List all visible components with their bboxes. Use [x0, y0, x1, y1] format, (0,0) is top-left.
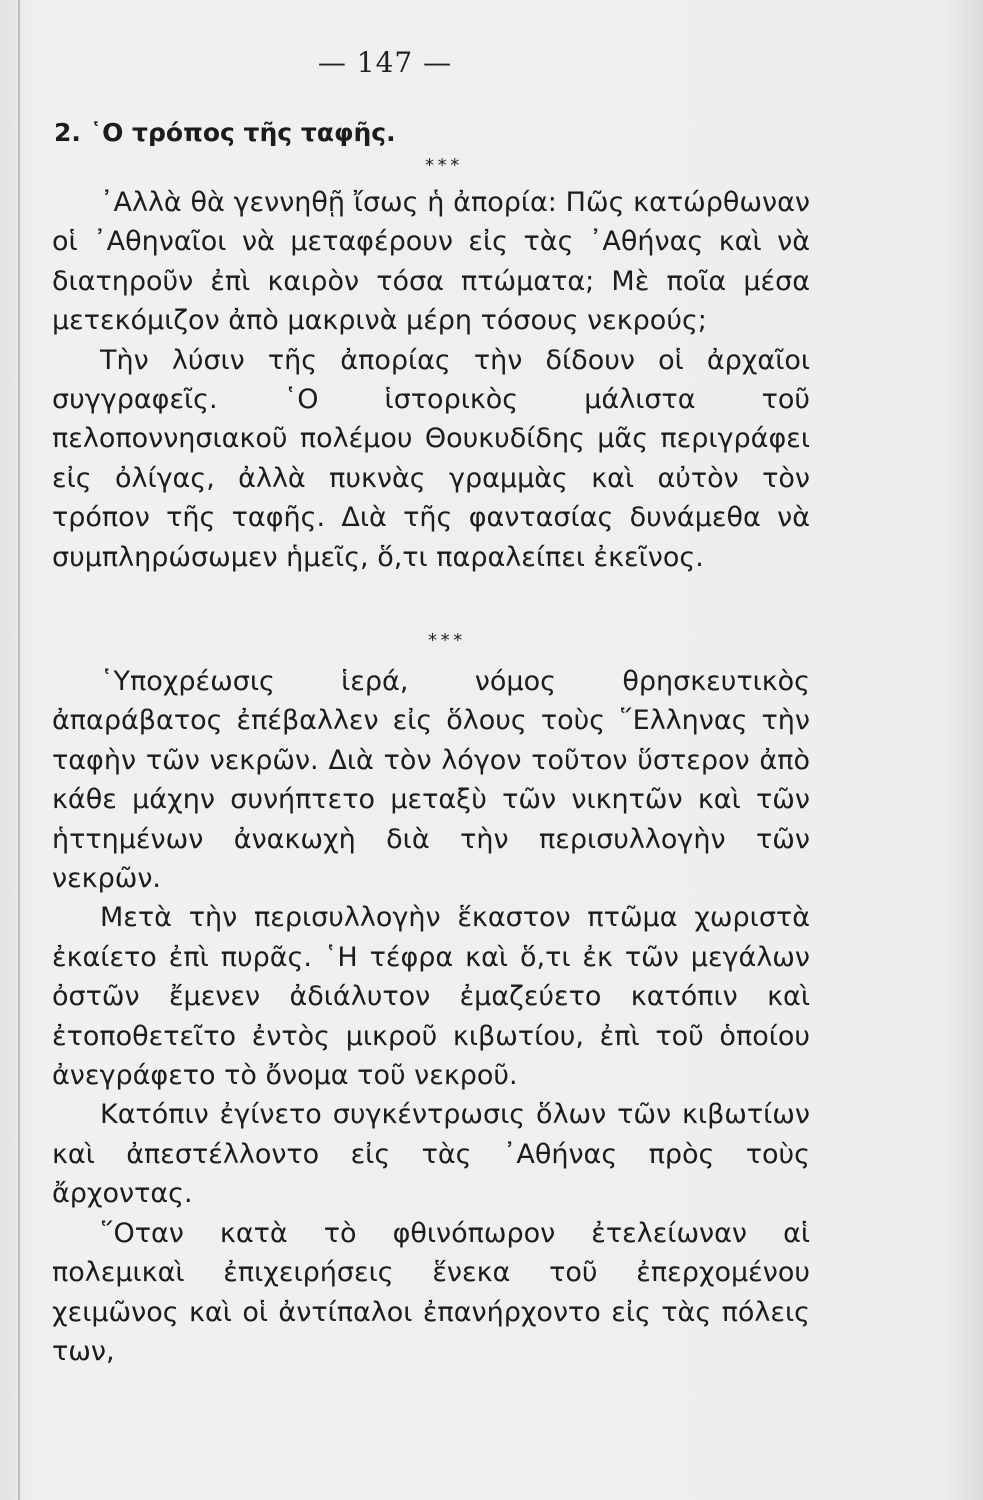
asterism-separator: * * * [425, 155, 460, 176]
page-number: — 147 — [317, 46, 453, 79]
paragraph-4: Μετὰ τὴν περισυλλογὴν ἕκαστον πτῶμα χωριστὰ ἐκαίετο ἐπὶ πυρᾶς. ῾Η τέφρα καὶ ὅ,τι ἐκ τῶν μεγάλων ὀστῶν ἔμενεν ἀδιάλυτον ἐμαζεύετο κατόπιν καὶ ἐτοποθετεῖτο ἐντὸς μικροῦ κιβωτίου, ἐπὶ τοῦ ὁποίου ἀνεγράφετο τὸ ὄνομα τοῦ νεκροῦ. [52, 902, 810, 1092]
text-block-2 [52, 662, 810, 1371]
paragraph-3: ῾Υποχρέωσις ἱερά, νόμος θρησκευτικὸς ἀπαράβατος ἐπέβαλλεν εἰς ὅλους τοὺς ῞Ελληνας τὴν ταφὴν τῶν νεκρῶν. Διὰ τὸν λόγον τοῦτον ὕστερον ἀπὸ κάθε μάχην συνήπτετο μεταξὺ τῶν νικητῶν καὶ τῶν ἡττημένων ἀνακωχὴ διὰ τὴν περισυλλογὴν τῶν νεκρῶν. [52, 666, 810, 895]
paragraph-1: ᾿Αλλὰ θὰ γεννηθῇ ἴσως ἡ ἀπορία: Πῶς κατώρθωναν οἱ ᾿Αθηναῖοι νὰ μεταφέρουν εἰς τὰς ᾿Αθήνας καὶ νὰ διατηροῦν ἐπὶ καιρὸν τόσα πτώματα; Μὲ ποῖα μέσα μετεκόμιζον ἀπὸ μακρινὰ μέρη τόσους νεκρούς; [52, 187, 810, 337]
paragraph-5: Κατόπιν ἐγίνετο συγκέντρωσις ὅλων τῶν κιβωτίων καὶ ἀπεστέλλοντο εἰς τὰς ᾿Αθήνας πρὸς τοὺς ἄρχοντας. [52, 1099, 810, 1210]
text-block-1 [52, 183, 810, 577]
paragraph-2: Τὴν λύσιν τῆς ἀπορίας τὴν δίδουν οἱ ἀρχαῖοι συγγραφεῖς. ῾Ο ἱστορικὸς μάλιστα τοῦ πελοποννησιακοῦ πολέμου Θουκυδίδης μᾶς περιγράφει εἰς ὀλίγας, ἀλλὰ πυκνὰς γραμμὰς καὶ αὐτὸν τὸν τρόπον τῆς ταφῆς. Διὰ τῆς φαντασίας δυνάμεθα νὰ συμπληρώσωμεν ἡμεῖς, ὅ,τι παραλείπει ἐκεῖνος. [52, 344, 810, 573]
section-title: 2. ῾Ο τρόπος τῆς ταφῆς. [54, 118, 396, 147]
asterism-separator: * * * [428, 630, 463, 651]
paragraph-6: ῞Οταν κατὰ τὸ φθινόπωρον ἐτελείωναν αἱ πολεμικαὶ ἐπιχειρήσεις ἕνεκα τοῦ ἐπερχομένου χειμῶνος καὶ οἱ ἀντίπαλοι ἐπανήρχοντο εἰς τὰς πόλεις των, [52, 1217, 810, 1367]
page-edge [18, 0, 20, 1500]
